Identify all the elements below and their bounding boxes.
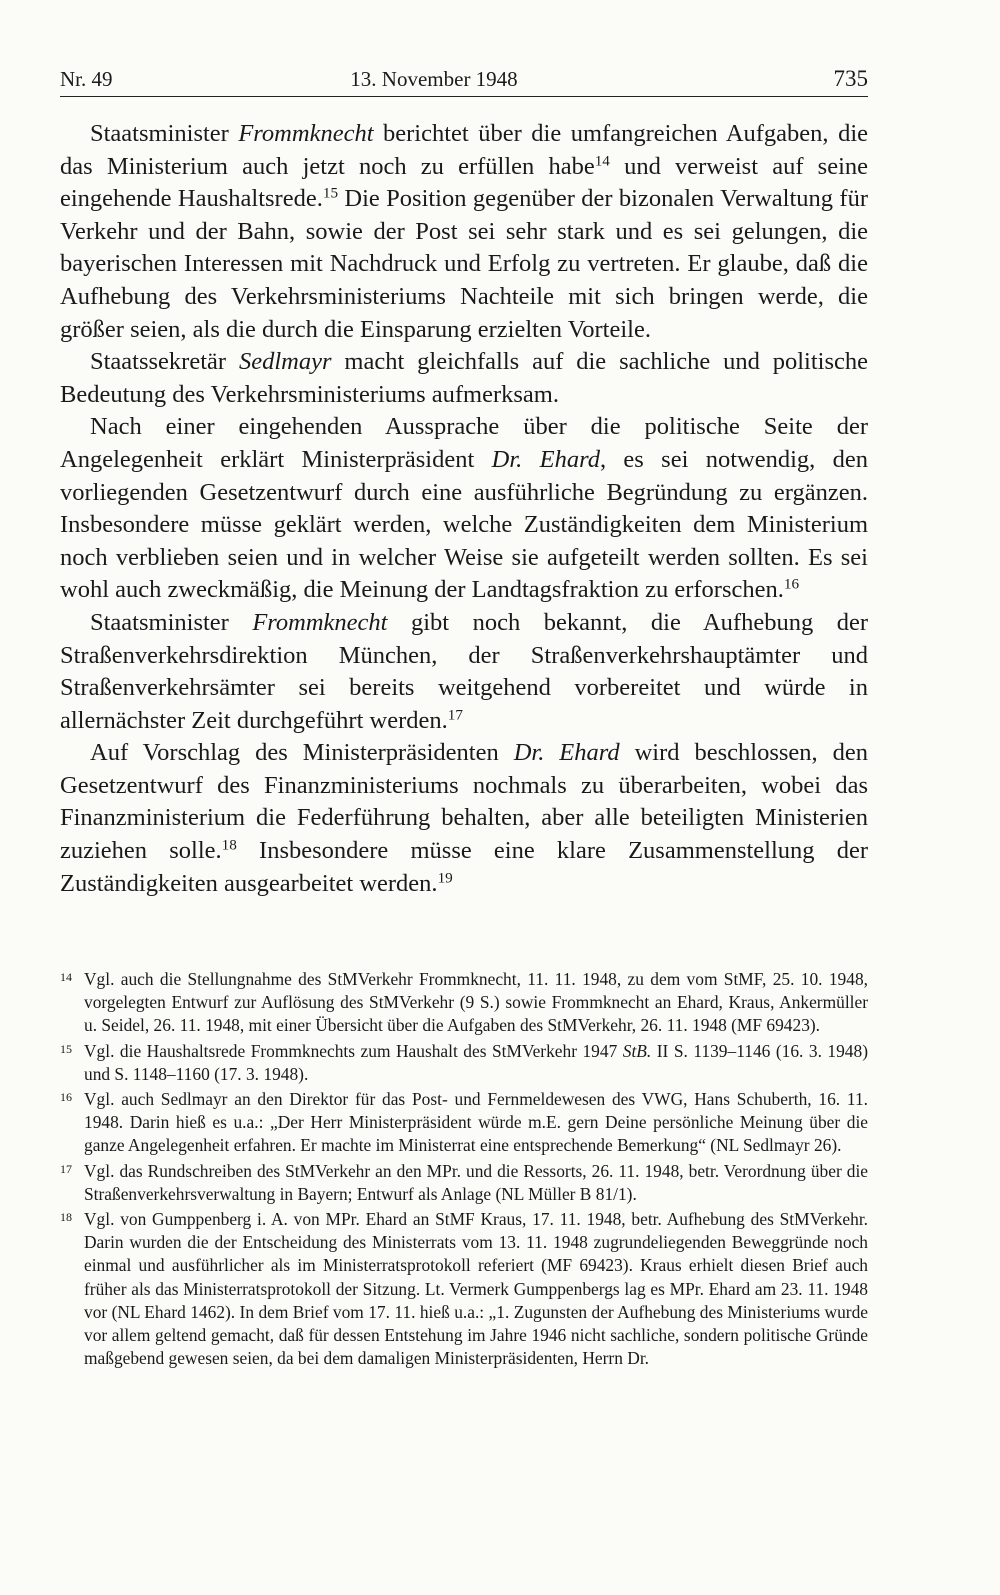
footnote	[60, 1208, 868, 1370]
paragraph-1: Staatsminister Frommknecht berichtet über die umfangreichen Aufgaben, die das Ministerium auch jetzt noch zu erfüllen habe$^{14}$ und verweist auf seine eingehende Haushaltsrede.$^{15}$ Die Position gegenüber der bizonalen Verwaltung für Verkehr und der Bahn, sowie der Post sei sehr stark und es sei gelungen, die bayerischen Interessen mit Nachdruck und Erfolg zu vertreten. Er glaube, daß die Aufhebung des Verkehrsministeriums Nachteile mit sich bringen werde, die größer seien, als die durch die Einsparung erzielten Vorteile.	[60, 120, 869, 343]
paragraph-4: Staatsminister Frommknecht gibt noch bekannt, die Aufhebung der Straßenverkehrsdirektion München, der Straßenverkehrshauptämter und Straßenverkehrsämter sei bereits weitgehend vorbereitet und würde in allernächster Zeit durchgeführt werden.$^{17}$	[60, 608, 868, 734]
document-number: Nr. 49	[60, 67, 113, 91]
running-header	[60, 58, 868, 97]
footnote	[60, 1088, 868, 1158]
body-text	[60, 118, 868, 900]
header-date: 13. November 1948	[350, 67, 518, 91]
page-number: 735	[833, 66, 868, 91]
footnote-text: Vgl. auch Sedlmayr an den Direktor für das Post- und Fernmeldewesen des VWG, Hans Schuberth, 16. 11. 1948. Darin hieß es u.a.: „Der Herr Ministerpräsident würde m.E. gern Deine persönliche Meinung über die ganze Angelegenheit erfahren. Er machte im Ministerrat eine entsprechende Bemerkung“ (NL Sedlmayr 26).	[84, 1089, 868, 1156]
paragraph-2: Staatssekretär Sedlmayr macht gleichfalls auf die sachliche und politische Bedeutung des Verkehrsministeriums aufmerksam.	[60, 348, 868, 408]
footnote-number: 14	[60, 970, 72, 984]
footnote-ref: 16	[783, 575, 800, 593]
footnotes	[60, 968, 868, 1372]
footnote-ref: 17	[447, 706, 463, 724]
footnote-ref: 14	[594, 152, 610, 170]
footnote-number: 16	[60, 1090, 72, 1105]
footnote-ref: 19	[437, 869, 453, 887]
footnote	[60, 968, 868, 1038]
footnote-number: 17	[60, 1161, 72, 1176]
footnote-number: 15	[60, 1041, 72, 1056]
footnote-text: Vgl. von Gumppenberg i. A. von MPr. Ehard an StMF Kraus, 17. 11. 1948, betr. Aufhebung des StMVerkehr. Darin wurden die der Entscheidung des Ministerrats vom 13. 11. 1948 zugrundeliegenden Beweggründe noch einmal und ausführlicher als im Ministerratsprotokoll referiert (MF 69423). Kraus erhielt diesen Brief auch früher als das Ministerratsprotokoll der Sitzung. Lt. Vermerk Gumppenbergs lag es MPr. Ehard am 23. 11. 1948 vor (NL Ehard 1462). In dem Brief vom 17. 11. hieß u.a.: „1. Zugunsten der Aufhebung des Ministeriums wurde vor allem geltend gemacht, daß für dessen Entstehung im Jahre 1946 nicht sachliche, sondern politische Gründe maßgebend gewesen seien, da bei dem damaligen Ministerpräsidenten, Herrn Dr.	[84, 1209, 868, 1369]
paragraph-3: Nach einer eingehenden Aussprache über die politische Seite der Angelegenheit erklärt Ministerpräsident Dr. Ehard, es sei notwendig, den vorliegenden Gesetzentwurf durch eine ausführliche Begründung zu ergänzen. Insbesondere müsse geklärt werden, welche Zuständigkeiten dem Ministerium noch verblieben seien und in welcher Weise sie aufgeteilt werden sollten. Es sei wohl auch zweckmäßig, die Meinung der Landtagsfraktion zu erforschen.$^{16}$	[60, 413, 868, 604]
footnote-text: Vgl. auch die Stellungnahme des StMVerkehr Frommknecht, 11. 11. 1948, zu dem vom StMF, 25. 10. 1948, vorgelegten Entwurf zur Auflösung des StMVerkehr (9 S.) sowie Frommknecht an Ehard, Kraus, Ankermüller u. Seidel, 26. 11. 1948, mit einer Übersicht über die Aufgaben des StMVerkehr, 26. 11. 1948 (MF 69423).	[84, 969, 868, 1036]
footnote	[60, 1160, 868, 1206]
paragraph-5: Auf Vorschlag des Ministerpräsidenten Dr. Ehard wird beschlossen, den Gesetzentwurf des Finanzministeriums nochmals zu überarbeiten, wobei das Finanzministerium die Federführung behalten, aber alle beteiligten Ministerien zuziehen solle.$^{18}$ Insbesondere müsse eine klare Zusammenstellung der Zuständigkeiten ausgearbeitet werden.$^{19}$	[60, 739, 868, 897]
footnote-text: Vgl. das Rundschreiben des StMVerkehr an den MPr. und die Ressorts, 26. 11. 1948, betr. Verordnung über die Straßenverkehrsverwaltung in Bayern; Entwurf als Anlage (NL Müller B 81/1).	[84, 1160, 868, 1204]
footnote-text: Vgl. die Haushaltsrede Frommknechts zum Haushalt des StMVerkehr 1947 StB. II S. 1139–1146 (16. 3. 1948) und S. 1148–1160 (17. 3. 1948).	[84, 1040, 868, 1084]
speaker-name: Dr. Ehard	[491, 445, 600, 473]
speaker-name: Dr. Ehard	[513, 739, 620, 767]
footnote-ref: 18	[221, 836, 237, 854]
footnote-number: 18	[60, 1210, 72, 1225]
speaker-name: Frommknecht	[238, 120, 374, 147]
footnote-ref: 15	[322, 184, 339, 202]
footnote	[60, 1040, 868, 1086]
speaker-name: Frommknecht	[252, 608, 388, 636]
speaker-name: Sedlmayr	[238, 348, 332, 376]
